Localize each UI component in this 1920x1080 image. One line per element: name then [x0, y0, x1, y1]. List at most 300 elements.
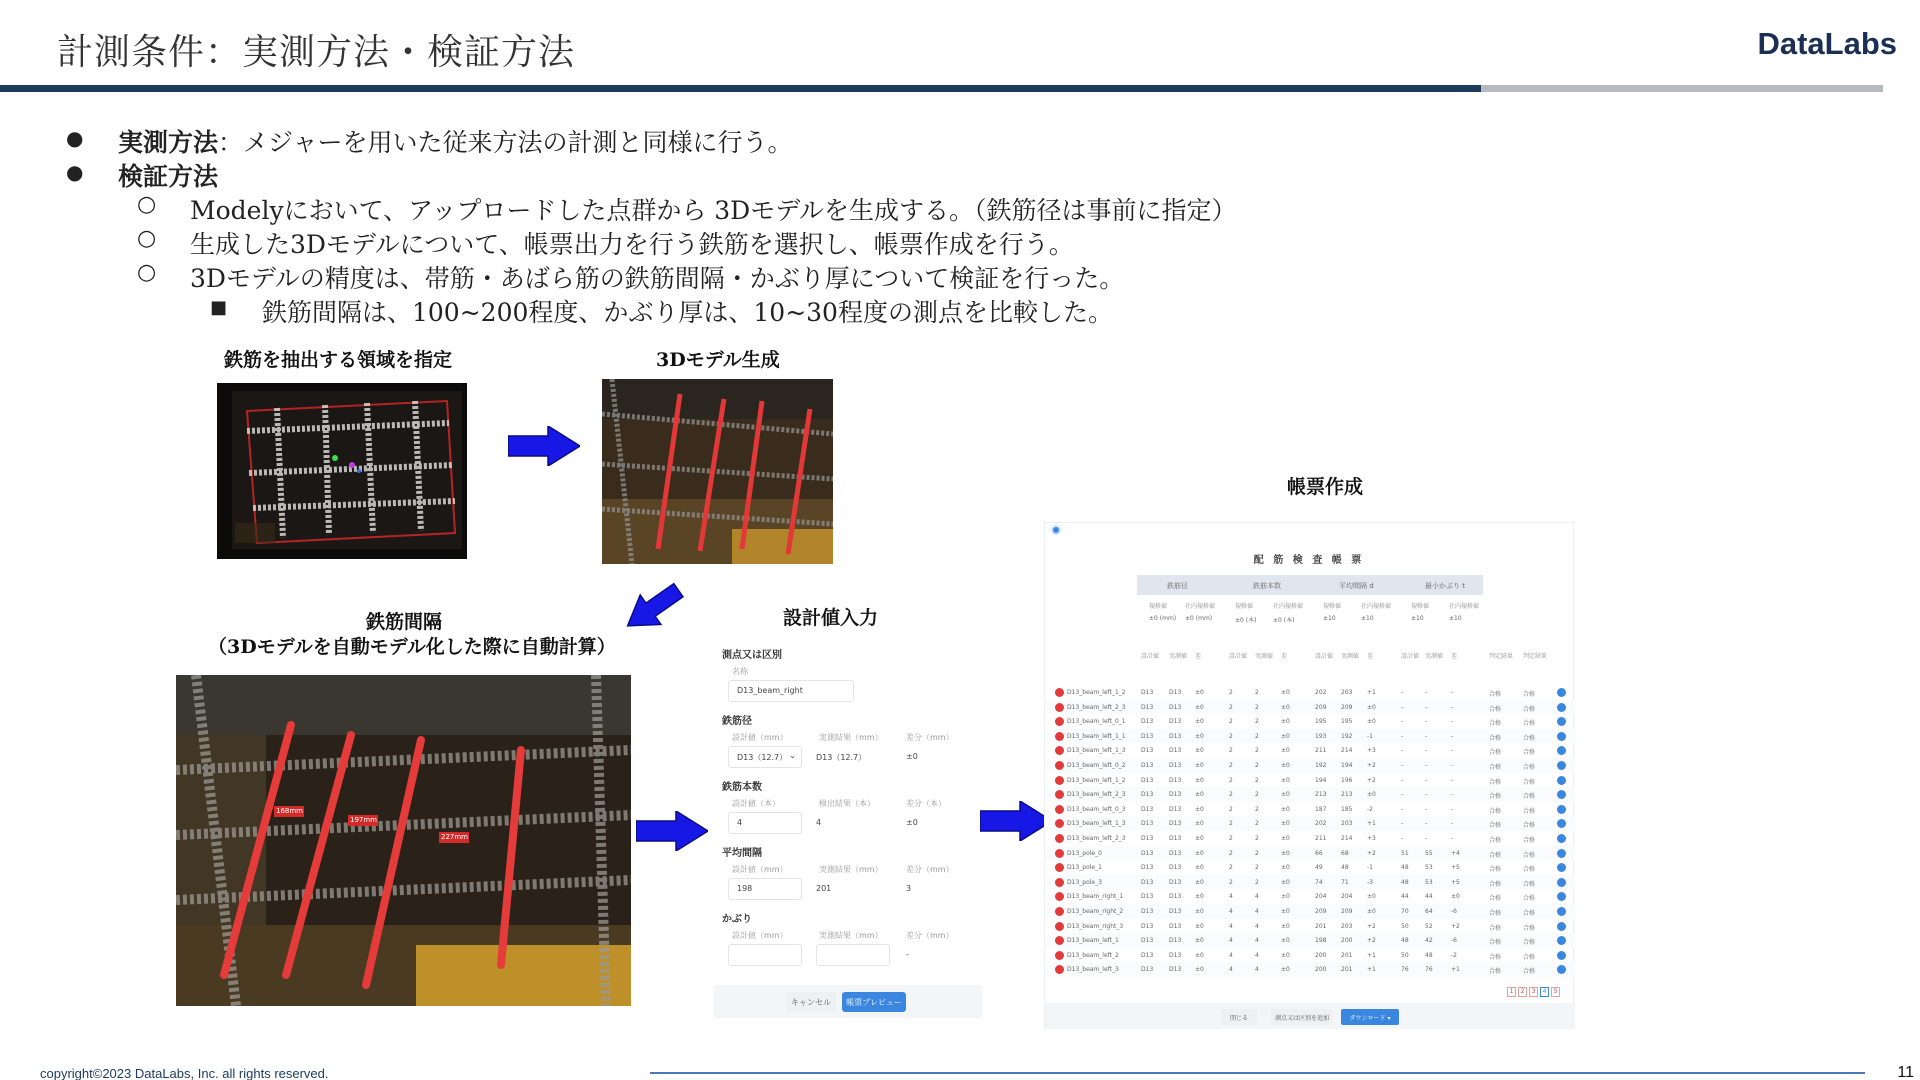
table-cell: D13	[1169, 966, 1182, 974]
caption-report-create: 帳票作成	[1287, 476, 1364, 498]
table-cell: 2	[1229, 864, 1233, 872]
delete-row-icon[interactable]	[1055, 922, 1064, 931]
table-cell: 2	[1229, 878, 1233, 886]
table-cell: +2	[1367, 776, 1376, 784]
table-cell: 2	[1229, 747, 1233, 755]
row-name: D13_beam_left_2_3	[1067, 835, 1126, 842]
check-icon[interactable]	[1557, 805, 1566, 814]
table-cell: +5	[1451, 864, 1460, 872]
delete-row-icon[interactable]	[1055, 834, 1064, 843]
table-cell: 2	[1229, 776, 1233, 784]
table-cell: D13	[1169, 937, 1182, 945]
table-cell: 4	[1255, 908, 1259, 915]
dia-diff-label: 差分（mm）	[906, 733, 954, 742]
table-cell: 52	[1425, 922, 1433, 930]
datalabs-logo: DataLabs	[1757, 26, 1897, 61]
table-cell: ±0	[1195, 893, 1204, 901]
table-row[interactable]	[1045, 685, 1575, 700]
section-pitch-title: 平均間隔	[722, 848, 762, 859]
table-cell: 209	[1341, 908, 1353, 915]
cover-design-input[interactable]	[728, 944, 802, 966]
table-row[interactable]	[1045, 816, 1575, 831]
check-icon[interactable]	[1557, 936, 1566, 945]
dia-select[interactable]: D13（12.7） ⌄	[728, 746, 802, 768]
report-sub-head: 規格値	[1411, 603, 1430, 610]
table-cell: 203	[1341, 820, 1353, 828]
table-cell: +1	[1367, 689, 1376, 696]
table-cell: D13	[1141, 732, 1154, 740]
table-cell: 2	[1229, 703, 1233, 711]
page-button[interactable]: 1	[1507, 987, 1516, 997]
row-name: D13_beam_left_2_3	[1067, 703, 1126, 711]
table-cell: ±0	[1281, 689, 1290, 696]
dia-actual-label: 実測結果（mm）	[819, 733, 883, 742]
table-cell: -3	[1367, 878, 1373, 886]
rebar-spacing-image	[176, 675, 631, 1006]
table-cell: D13	[1141, 878, 1154, 886]
report-sub-head: 規格値	[1149, 603, 1168, 610]
page-button[interactable]: 3	[1529, 987, 1538, 997]
table-cell: -	[1425, 732, 1428, 740]
table-cell: ±0	[1281, 937, 1290, 945]
close-icon[interactable]	[1051, 525, 1061, 535]
bullet-circle-icon: ○	[137, 226, 157, 251]
table-cell: ±0	[1195, 849, 1204, 857]
table-cell: 合格	[1523, 691, 1536, 698]
table-cell: ±0	[1367, 791, 1376, 799]
table-cell: 185	[1341, 805, 1353, 813]
table-cell: +5	[1451, 878, 1460, 886]
check-icon[interactable]	[1557, 922, 1566, 931]
table-cell: 214	[1341, 835, 1353, 842]
table-cell: +2	[1367, 922, 1376, 930]
cover-diff-value: -	[906, 950, 909, 959]
table-cell: 2	[1255, 776, 1259, 784]
table-row[interactable]	[1045, 773, 1575, 788]
pitch-actual-value: 201	[816, 884, 832, 893]
table-cell: D13	[1169, 703, 1182, 711]
cover-diff-label: 差分（mm）	[906, 931, 954, 940]
pitch-diff-label: 差分（mm）	[906, 865, 954, 874]
check-icon[interactable]	[1557, 892, 1566, 901]
table-cell: 4	[1229, 922, 1233, 930]
delete-row-icon[interactable]	[1055, 688, 1064, 697]
section-dia-title: 鉄筋径	[722, 716, 752, 727]
pitch-input[interactable]: 198	[728, 878, 802, 900]
dia-actual-value: D13（12.7）	[816, 753, 867, 762]
table-cell: 196	[1341, 776, 1353, 784]
table-cell: D13	[1169, 835, 1182, 842]
table-cell: D13	[1169, 791, 1182, 799]
table-cell: 合格	[1489, 749, 1502, 757]
table-cell: 2	[1229, 805, 1233, 813]
row-name: D13_beam_left_1_2	[1067, 689, 1126, 696]
report-sub-head: 規格値	[1235, 603, 1254, 610]
table-cell: 合格	[1523, 880, 1536, 888]
table-cell: 2	[1255, 864, 1259, 872]
table-cell: -	[1401, 703, 1404, 711]
table-cell: D13	[1169, 747, 1182, 755]
caption-rebar-spacing: 鉄筋間隔	[366, 611, 443, 633]
table-cell: 合格	[1489, 866, 1502, 874]
check-icon[interactable]	[1557, 965, 1566, 974]
table-row[interactable]	[1045, 889, 1575, 904]
table-cell: 2	[1255, 835, 1259, 842]
table-cell: 2	[1229, 718, 1233, 726]
table-cell: 202	[1315, 820, 1327, 828]
section-point-title: 測点又は区別	[722, 650, 782, 661]
table-cell: -	[1451, 762, 1454, 769]
table-cell: D13	[1169, 820, 1182, 828]
delete-row-icon[interactable]	[1055, 878, 1064, 887]
delete-row-icon[interactable]	[1055, 732, 1064, 741]
table-cell: 合格	[1489, 910, 1502, 917]
inspection-report-preview	[1044, 522, 1574, 1028]
count-input[interactable]: 4	[728, 812, 802, 834]
row-name: D13_beam_right_3	[1067, 922, 1124, 930]
table-cell: 76	[1425, 966, 1433, 974]
table-cell: +2	[1367, 762, 1376, 769]
row-name: D13_beam_left_1_1	[1067, 732, 1126, 740]
table-cell: -	[1451, 805, 1454, 813]
table-cell: -	[1401, 732, 1404, 740]
table-cell: 2	[1229, 820, 1233, 828]
table-cell: ±0	[1367, 703, 1376, 711]
table-cell: 50	[1401, 951, 1409, 959]
delete-row-icon[interactable]	[1055, 892, 1064, 901]
report-col-head: 設計値	[1229, 653, 1248, 660]
table-row[interactable]	[1045, 846, 1575, 861]
check-icon[interactable]	[1557, 951, 1566, 960]
report-sub-head: 社内規格値	[1361, 603, 1392, 610]
table-cell: ±0	[1281, 747, 1290, 755]
table-cell: D13	[1169, 762, 1182, 769]
table-row[interactable]	[1045, 758, 1575, 773]
table-cell: 4	[1229, 966, 1233, 974]
table-cell: 合格	[1489, 939, 1502, 947]
table-cell: -6	[1451, 908, 1457, 915]
table-cell: 4	[1255, 937, 1259, 945]
table-cell: 合格	[1489, 822, 1502, 830]
table-cell: -2	[1367, 805, 1373, 813]
report-spec-value: ±10	[1361, 615, 1374, 622]
table-cell: -	[1451, 791, 1454, 799]
table-cell: 213	[1341, 791, 1353, 799]
delete-row-icon[interactable]	[1055, 907, 1064, 916]
table-cell: 合格	[1523, 953, 1536, 961]
arrow-right-icon	[636, 811, 708, 851]
table-cell: ±0	[1281, 762, 1290, 769]
table-cell: 合格	[1489, 734, 1502, 742]
row-name: D13_beam_right_1	[1067, 893, 1124, 901]
table-cell: 194	[1341, 762, 1353, 769]
check-icon[interactable]	[1557, 834, 1566, 843]
table-row[interactable]	[1045, 700, 1575, 715]
page-button[interactable]: 4	[1540, 987, 1549, 997]
close-button[interactable]: 閉じる	[1221, 1009, 1257, 1025]
table-cell: 合格	[1489, 807, 1502, 815]
table-cell: 合格	[1489, 837, 1502, 844]
table-cell: 2	[1255, 718, 1259, 726]
table-cell: 2	[1255, 849, 1259, 857]
table-cell: 2	[1229, 732, 1233, 740]
table-cell: D13	[1141, 776, 1154, 784]
check-icon[interactable]	[1557, 717, 1566, 726]
slide-title: 計測条件：実測方法・検証方法	[57, 32, 576, 73]
dia-diff-value: ±0	[906, 752, 918, 761]
table-row[interactable]	[1045, 904, 1575, 919]
check-icon[interactable]	[1557, 761, 1566, 770]
check-icon[interactable]	[1557, 849, 1566, 858]
count-diff-value: ±0	[906, 818, 918, 827]
table-cell: ±0	[1281, 703, 1290, 711]
table-cell: ±0	[1195, 908, 1204, 915]
report-col-head: 差	[1367, 653, 1374, 660]
table-cell: D13	[1169, 864, 1182, 872]
table-cell: D13	[1169, 878, 1182, 886]
delete-row-icon[interactable]	[1055, 790, 1064, 799]
table-cell: -	[1425, 747, 1428, 755]
table-cell: 2	[1255, 703, 1259, 711]
table-cell: -	[1401, 805, 1404, 813]
table-row[interactable]	[1045, 948, 1575, 963]
table-cell: 合格	[1523, 910, 1536, 917]
report-title: 配 筋 検 査 帳 票	[1253, 555, 1365, 566]
table-cell: ±0	[1281, 908, 1290, 915]
table-row[interactable]	[1045, 933, 1575, 948]
table-cell: D13	[1169, 922, 1182, 930]
count-detect-label: 検出結果（本）	[819, 799, 875, 808]
table-cell: 2	[1229, 762, 1233, 769]
check-icon[interactable]	[1557, 878, 1566, 887]
report-col-head: 設計値	[1141, 653, 1160, 660]
spacing-label-1: 168mm	[276, 807, 303, 815]
table-cell: ±0	[1281, 732, 1290, 740]
table-cell: ±0	[1195, 762, 1204, 769]
table-cell: D13	[1169, 689, 1182, 696]
table-cell: -	[1401, 718, 1404, 726]
table-cell: D13	[1141, 835, 1154, 842]
delete-row-icon[interactable]	[1055, 965, 1064, 974]
table-cell: -	[1425, 805, 1428, 813]
delete-row-icon[interactable]	[1055, 936, 1064, 945]
report-spec-value: ±0 (本)	[1273, 617, 1295, 624]
cancel-button[interactable]: キャンセル	[786, 992, 836, 1012]
table-cell: +3	[1367, 747, 1376, 755]
table-cell: D13	[1141, 908, 1154, 915]
cover-design-label: 設計値（mm）	[732, 931, 788, 940]
table-cell: 44	[1401, 893, 1409, 901]
table-cell: ±0	[1281, 791, 1290, 799]
chevron-down-icon: ⌄	[789, 751, 796, 760]
check-icon[interactable]	[1557, 746, 1566, 755]
delete-row-icon[interactable]	[1055, 717, 1064, 726]
copyright: copyright©2023 DataLabs, Inc. all rights reserved.	[40, 1066, 329, 1080]
table-cell: ±0	[1195, 966, 1204, 974]
table-cell: 187	[1315, 805, 1327, 813]
table-cell: 合格	[1523, 866, 1536, 874]
report-col-head: 実測値	[1255, 653, 1274, 660]
table-cell: 201	[1315, 922, 1327, 930]
report-col-head: 実測値	[1169, 653, 1188, 660]
table-cell: ±0	[1281, 878, 1290, 886]
table-cell: 44	[1425, 893, 1433, 901]
table-cell: D13	[1169, 718, 1182, 726]
table-cell: ±0	[1281, 966, 1290, 974]
check-icon[interactable]	[1557, 790, 1566, 799]
report-col-head: 差	[1451, 653, 1458, 660]
table-cell: -	[1425, 718, 1428, 726]
table-cell: -	[1401, 820, 1404, 828]
report-col-head: 実測値	[1425, 653, 1444, 660]
table-cell: ±0	[1281, 864, 1290, 872]
table-cell: ±0	[1281, 849, 1290, 857]
table-row[interactable]	[1045, 831, 1575, 846]
table-cell: D13	[1169, 908, 1182, 915]
table-cell: -	[1401, 689, 1404, 696]
table-cell: -	[1451, 776, 1454, 784]
table-cell: 68	[1341, 849, 1349, 857]
table-row[interactable]	[1045, 919, 1575, 934]
table-cell: 合格	[1489, 924, 1502, 932]
check-icon[interactable]	[1557, 703, 1566, 712]
check-icon[interactable]	[1557, 863, 1566, 872]
table-cell: 201	[1341, 966, 1353, 974]
table-cell: 合格	[1523, 764, 1536, 771]
table-cell: ±0	[1281, 922, 1290, 930]
table-cell: D13	[1141, 966, 1154, 974]
table-cell: ±0	[1195, 791, 1204, 799]
report-col-head: 差	[1281, 653, 1288, 660]
check-icon[interactable]	[1557, 907, 1566, 916]
table-cell: 合格	[1489, 691, 1502, 698]
delete-row-icon[interactable]	[1055, 746, 1064, 755]
table-cell: 4	[1255, 966, 1259, 974]
delete-row-icon[interactable]	[1055, 951, 1064, 960]
table-row[interactable]	[1045, 743, 1575, 758]
table-row[interactable]	[1045, 714, 1575, 729]
table-cell: 合格	[1523, 778, 1536, 786]
table-cell: 71	[1341, 878, 1349, 886]
table-cell: 55	[1425, 849, 1433, 857]
table-cell: 193	[1315, 732, 1327, 740]
delete-row-icon[interactable]	[1055, 819, 1064, 828]
table-cell: -	[1451, 718, 1454, 726]
delete-row-icon[interactable]	[1055, 805, 1064, 814]
check-icon[interactable]	[1557, 732, 1566, 741]
caption-extract-region: 鉄筋を抽出する領域を指定	[224, 349, 453, 371]
table-cell: ±0	[1281, 835, 1290, 842]
table-cell: 192	[1341, 732, 1353, 740]
table-cell: ±0	[1367, 893, 1376, 901]
table-cell: 4	[1255, 922, 1259, 930]
page-button[interactable]: 2	[1518, 987, 1527, 997]
report-col-head: 判定結果	[1523, 653, 1548, 660]
table-cell: -	[1425, 689, 1428, 696]
table-cell: D13	[1141, 820, 1154, 828]
table-cell: ±0	[1451, 893, 1460, 901]
table-cell: -	[1451, 689, 1454, 696]
table-cell: 48	[1425, 951, 1433, 959]
delete-row-icon[interactable]	[1055, 703, 1064, 712]
table-cell: 200	[1315, 951, 1327, 959]
table-row[interactable]	[1045, 729, 1575, 744]
table-cell: 合格	[1523, 734, 1536, 742]
table-cell: 合格	[1523, 807, 1536, 815]
download-button[interactable]: ダウンロード ▾	[1341, 1009, 1399, 1025]
row-name: D13_beam_left_3	[1067, 966, 1119, 974]
report-col-head: 設計値	[1401, 653, 1420, 660]
row-name: D13_beam_right_2	[1067, 908, 1124, 915]
header-rule-grey	[1481, 85, 1883, 92]
delete-row-icon[interactable]	[1055, 776, 1064, 785]
table-cell: ±0	[1281, 718, 1290, 726]
table-row[interactable]	[1045, 962, 1575, 977]
delete-row-icon[interactable]	[1055, 761, 1064, 770]
table-row[interactable]	[1045, 860, 1575, 875]
table-cell: -	[1451, 732, 1454, 740]
table-cell: 合格	[1489, 895, 1502, 903]
table-cell: ±0	[1195, 864, 1204, 872]
footer-rule	[650, 1072, 1865, 1074]
table-cell: ±0	[1367, 718, 1376, 726]
table-cell: D13	[1141, 937, 1154, 945]
table-cell: +2	[1451, 922, 1460, 930]
table-row[interactable]	[1045, 787, 1575, 802]
table-cell: ±0	[1195, 805, 1204, 813]
table-cell: 2	[1255, 762, 1259, 769]
table-cell: 201	[1341, 951, 1353, 959]
delete-row-icon[interactable]	[1055, 849, 1064, 858]
table-cell: -	[1425, 820, 1428, 828]
table-cell: 209	[1341, 703, 1353, 711]
pitch-design-label: 設計値（mm）	[732, 865, 788, 874]
row-name: D13_beam_left_1_2	[1067, 776, 1126, 784]
preview-button[interactable]: 帳票プレビュー	[842, 992, 906, 1012]
caption-auto-calc: （3Dモデルを自動モデル化した際に自動計算）	[208, 636, 616, 658]
table-cell: +4	[1451, 849, 1460, 857]
page-number: 11	[1897, 1064, 1914, 1080]
table-cell: 202	[1315, 689, 1327, 696]
delete-row-icon[interactable]	[1055, 863, 1064, 872]
table-cell: 195	[1315, 718, 1327, 726]
check-icon[interactable]	[1557, 776, 1566, 785]
check-icon[interactable]	[1557, 819, 1566, 828]
table-cell: 合格	[1523, 837, 1536, 844]
table-cell: ±0	[1367, 908, 1376, 915]
table-cell: 200	[1341, 937, 1353, 945]
table-cell: 4	[1229, 908, 1233, 915]
caption-model-generate: 3Dモデル生成	[656, 349, 780, 371]
table-cell: ±0	[1281, 893, 1290, 901]
table-cell: 203	[1341, 689, 1353, 696]
table-cell: 合格	[1523, 851, 1536, 859]
check-icon[interactable]	[1557, 688, 1566, 697]
table-row[interactable]	[1045, 802, 1575, 817]
add-point-button[interactable]: 測点又は区別を追加	[1271, 1009, 1333, 1025]
table-cell: D13	[1169, 805, 1182, 813]
table-cell: D13	[1141, 718, 1154, 726]
page-button[interactable]: 5	[1551, 987, 1560, 997]
report-spec-value: ±0 (本)	[1235, 617, 1257, 624]
cover-actual-input[interactable]	[816, 944, 890, 966]
table-cell: -	[1401, 835, 1404, 842]
name-input[interactable]: D13_beam_right	[728, 680, 854, 702]
report-col-head: 差	[1195, 653, 1202, 660]
table-row[interactable]	[1045, 875, 1575, 890]
table-cell: 2	[1255, 820, 1259, 828]
table-cell: 2	[1229, 791, 1233, 799]
